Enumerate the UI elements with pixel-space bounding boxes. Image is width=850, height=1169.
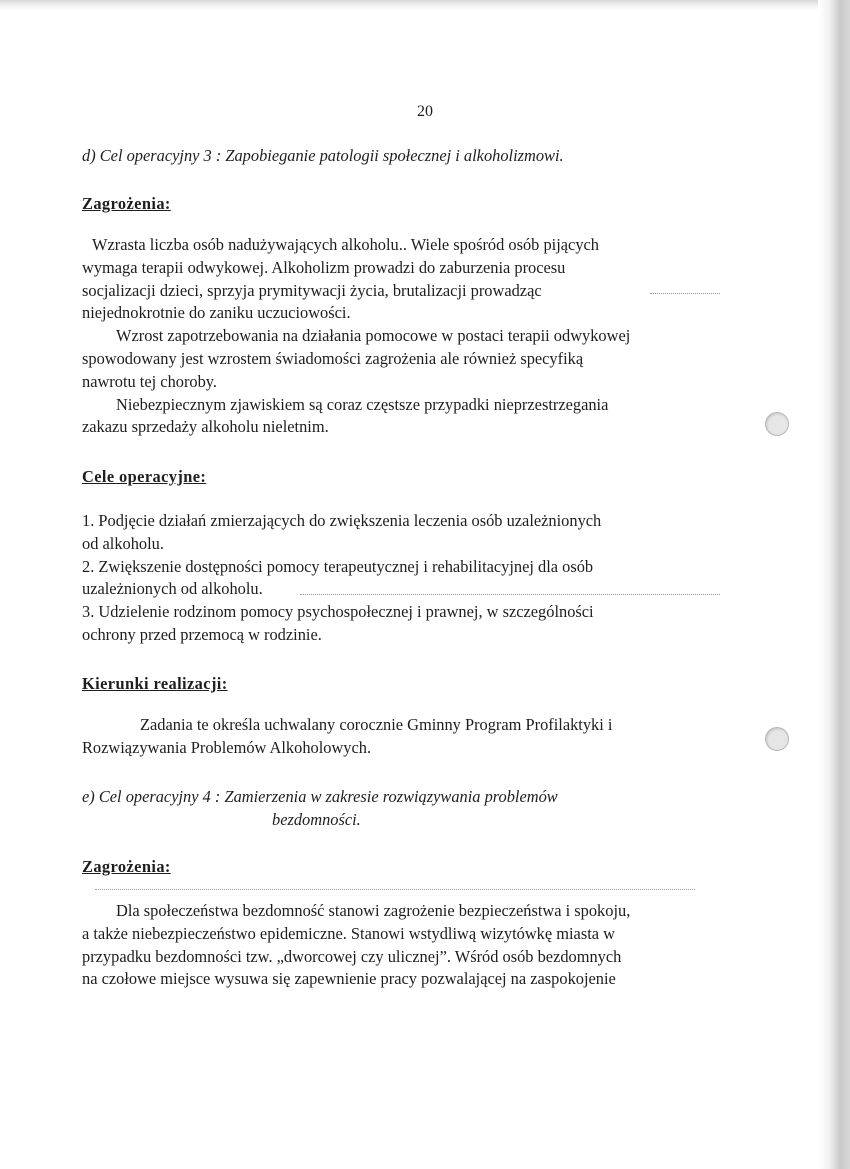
text-line: spowodowany jest wzrostem świadomości zagrożenia ale również specyfiką [82,348,584,368]
section-d-title: d) Cel operacyjny 3 : Zapobieganie patologii społecznej i alkoholizmowi. [82,146,564,165]
section-e-threats-heading: Zagrożenia: [82,857,171,876]
list-item: ochrony przed przemocą w rodzinie. [82,624,322,644]
text-line: Dla społeczeństwa bezdomność stanowi zagrożenie bezpieczeństwa i spokoju, [116,901,631,920]
section-d-directions-heading: Kierunki realizacji: [82,674,228,693]
page-number: 20 [417,103,433,120]
text-line: wymaga terapii odwykowej. Alkoholizm prowadzi do zaburzenia procesu [82,257,566,277]
text-line: Wzrost zapotrzebowania na działania pomocowe w postaci terapii odwykowej [116,326,631,346]
section-e-threats-text [82,900,747,991]
section-e-title-line-2: bezdomności. [272,809,361,829]
list-item: uzależnionych od alkoholu. [82,579,263,599]
section-d-threats-text [82,234,730,439]
punch-hole-lower [765,727,789,751]
scan-edge-right [818,0,850,1169]
text-line: Wzrasta liczba osób nadużywających alkoholu.. Wiele spośród osób pijących [92,235,599,254]
scan-edge-top [0,0,850,10]
text-line: a także niebezpieczeństwo epidemiczne. Stanowi wstydliwą wizytówkę miasta w [82,923,615,943]
section-d-goals-heading: Cele operacyjne: [82,467,207,486]
punch-hole-upper [765,412,789,436]
list-item: 3. Udzielenie rodzinom pomocy psychospołecznej i prawnej, w szczególności [82,602,594,622]
text-line: Niebezpiecznym zjawiskiem są coraz częstsze przypadki nieprzestrzegania [116,394,609,414]
scan-artifact [650,293,720,295]
section-d-threats-heading: Zagrożenia: [82,194,171,213]
list-item: 1. Podjęcie działań zmierzających do zwiększenia leczenia osób uzależnionych [82,511,602,530]
section-d-goals-list [82,510,730,647]
text-line: na czołowe miejsce wysuwa się zapewnienie pracy pozwalającej na zaspokojenie [82,969,616,989]
text-line: Zadania te określa uchwalany corocznie Gminny Program Profilaktyki i [140,715,613,734]
text-line: zakazu sprzedaży alkoholu nieletnim. [82,417,329,437]
text-line: nawrotu tej choroby. [82,371,218,391]
list-item: od alkoholu. [82,533,164,553]
section-e-title-line-1: e) Cel operacyjny 4 : Zamierzenia w zakresie rozwiązywania problemów [82,787,558,806]
section-e-title [82,786,730,832]
scan-artifact [300,594,720,596]
list-item: 2. Zwiększenie dostępności pomocy terapeutycznej i rehabilitacyjnej dla osób [82,556,594,576]
text-line: Rozwiązywania Problemów Alkoholowych. [82,737,372,757]
text-line: przypadku bezdomności tzw. „dworcowej czy ulicznej”. Wśród osób bezdomnych [82,946,622,966]
text-line: niejednokrotnie do zaniku uczuciowości. [82,303,351,323]
scan-artifact [95,889,695,891]
text-line: socjalizacji dzieci, sprzyja prymitywacji życia, brutalizacji prowadząc [82,280,542,300]
section-d-directions-text [82,714,730,760]
